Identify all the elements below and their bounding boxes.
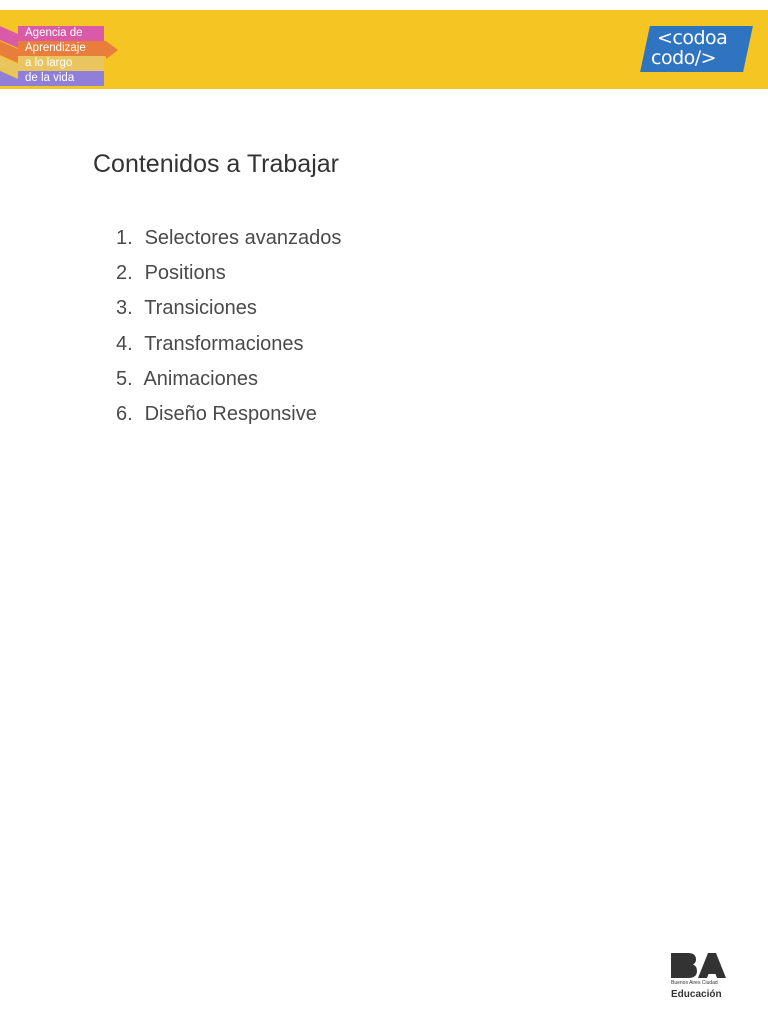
- list-item: [116, 294, 341, 329]
- list-item-label: Selectores avanzados: [144, 227, 342, 249]
- top-margin: [0, 0, 768, 10]
- list-item-label: Transformaciones: [144, 332, 304, 355]
- codo-a-codo-logo: [645, 26, 748, 72]
- ba-department: Educación: [671, 989, 722, 1000]
- agencia-chevron-icon: [0, 26, 18, 86]
- list-item-label: Transiciones: [144, 297, 257, 320]
- agencia-logo: [0, 14, 122, 90]
- list-item-number: 5.: [116, 367, 133, 390]
- list-item-label: Diseño Responsive: [144, 402, 317, 425]
- list-item: [116, 259, 341, 294]
- agencia-line-3: a lo largo: [18, 56, 104, 71]
- list-item: [116, 330, 341, 365]
- contents-list: [116, 224, 341, 435]
- ba-subtitle: Buenos Aires Ciudad: [671, 980, 718, 986]
- list-item: [116, 365, 341, 400]
- agencia-line-2: Aprendizaje: [18, 41, 106, 56]
- list-item-number: 3.: [116, 297, 133, 320]
- list-item-number: 2.: [116, 262, 133, 285]
- list-item-number: 1.: [116, 227, 133, 249]
- agencia-line-4: de la vida: [18, 71, 104, 86]
- page-title: Contenidos a Trabajar: [93, 150, 339, 178]
- agencia-line-1: Agencia de: [18, 26, 104, 41]
- list-item-label: Positions: [144, 262, 226, 285]
- codo-logo-line-2: codo/>: [651, 47, 717, 69]
- list-item: [116, 224, 341, 259]
- list-item-number: 6.: [116, 402, 133, 425]
- list-item-number: 4.: [116, 332, 133, 355]
- ba-logo: [668, 950, 730, 1004]
- ba-mark-icon: [668, 950, 730, 980]
- list-item: [116, 400, 341, 435]
- codo-logo-line-1: <codoa: [657, 27, 728, 49]
- list-item-label: Animaciones: [143, 367, 258, 390]
- agencia-arrow-icon: [106, 41, 118, 59]
